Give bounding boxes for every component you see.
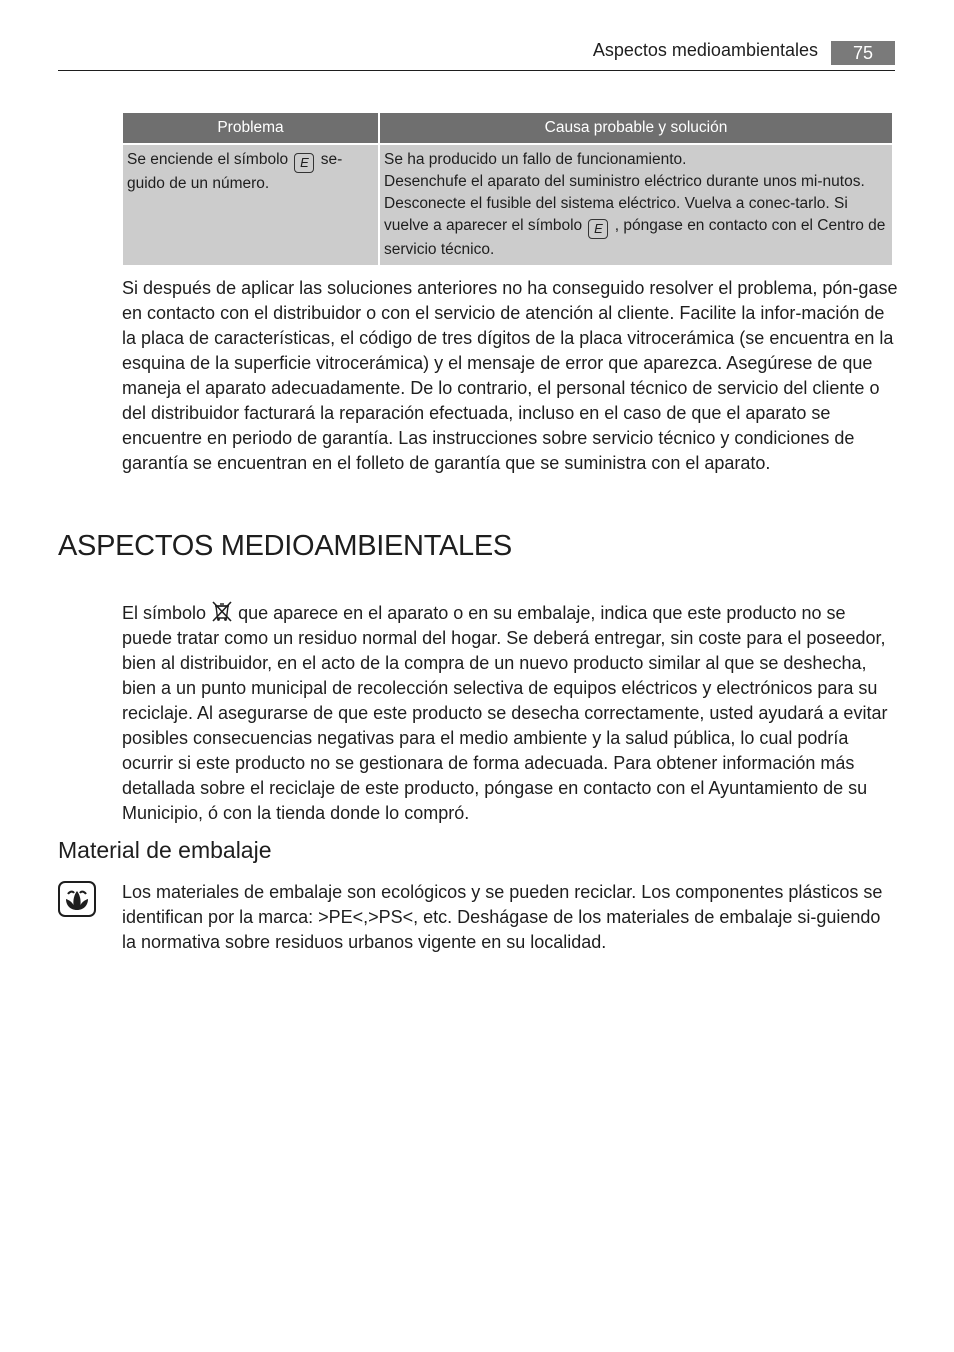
packaging-paragraph	[122, 880, 892, 955]
eco-flower-icon	[58, 881, 96, 917]
problem-cell	[123, 145, 378, 265]
intro-paragraph	[122, 276, 898, 476]
problem-text-pre: Se enciende el símbolo	[127, 151, 289, 168]
problem-text-post: se-guido de un número.	[127, 151, 343, 192]
error-e-icon: E	[588, 219, 608, 239]
running-header: Aspectos medioambientales	[592, 40, 818, 60]
cause-text-post: , póngase en contacto con el Centro de servicio técnico.	[384, 217, 886, 258]
weee-crossed-bin-icon	[211, 600, 233, 622]
packaging-text: Los materiales de embalaje son ecológicos y se pueden reciclar. Los componentes plásticos se identifican por la marca: >PE<,>PS<, etc. Deshágase de los materiales de embalaje si-guiendo la normativa sobre residuos urbanos vigente en su localidad.	[122, 882, 883, 952]
page-number: 75	[831, 41, 895, 65]
column-header-problem: Problema	[123, 113, 378, 143]
header-rule	[58, 70, 895, 71]
environment-paragraph	[122, 600, 900, 826]
environment-text-post: que aparece en el aparato o en su embalaje, indica que este producto no se puede tratar como un residuo normal del hogar. Se deberá entregar, sin coste para el poseedor, bien al distribuidor, en el acto de la compra de un nuevo producto similar al que se deshecha, bien a un punto municipal de recolección selectiva de equipos eléctricos y electrónicos para su reciclaje. Al asegurarse de que este producto se desecha correctamente, usted ayudará a evitar posibles consecuencias negativas para el medio ambiente y la salud pública, lo cual podría ocurrir si este producto no se gestionara de forma adecuada. Para obtener información más detallada sobre el reciclaje de este producto, póngase en contacto con el Ayuntamiento de su Municipio, ó con la tienda donde lo compró.	[122, 603, 888, 823]
environment-text-pre: El símbolo	[122, 603, 207, 623]
section-heading-environment: ASPECTOS MEDIOAMBIENTALES	[58, 530, 512, 562]
table-header-row	[123, 113, 892, 143]
column-header-cause: Causa probable y solución	[380, 113, 892, 143]
error-e-icon: E	[294, 153, 314, 173]
cause-cell	[380, 145, 892, 265]
troubleshooting-table	[121, 111, 894, 267]
subheading-packaging: Material de embalaje	[58, 837, 272, 863]
cause-text-pre: Desenchufe el aparato del suministro eléctrico durante unos mi-nutos. Desconecte el fusible del sistema eléctrico. Vuelva a conec-tarlo. Si vuelve a aparecer el símbolo	[384, 173, 865, 234]
intro-text: Si después de aplicar las soluciones anteriores no ha conseguido resolver el problema, pón-gase en contacto con el distribuidor o con el servicio de atención al cliente. Facilite la infor-mación de la placa de características, el código de tres dígitos de la placa vitrocerámica (se encuentra en la esquina de la superficie vitrocerámica) y el mensaje de error que aparezca. Asegúrese de que maneja el aparato adecuadamente. De lo contrario, el personal técnico de servicio del cliente o del distribuidor facturará la reparación efectuada, incluso en el caso de que el aparato se encuentre en periodo de garantía. Las instrucciones sobre servicio técnico y condiciones de garantía se encuentran en el folleto de garantía que se suministra con el aparato.	[122, 278, 898, 473]
cause-line-1: Se ha producido un fallo de funcionamiento.	[384, 151, 687, 168]
table-row	[123, 145, 892, 265]
